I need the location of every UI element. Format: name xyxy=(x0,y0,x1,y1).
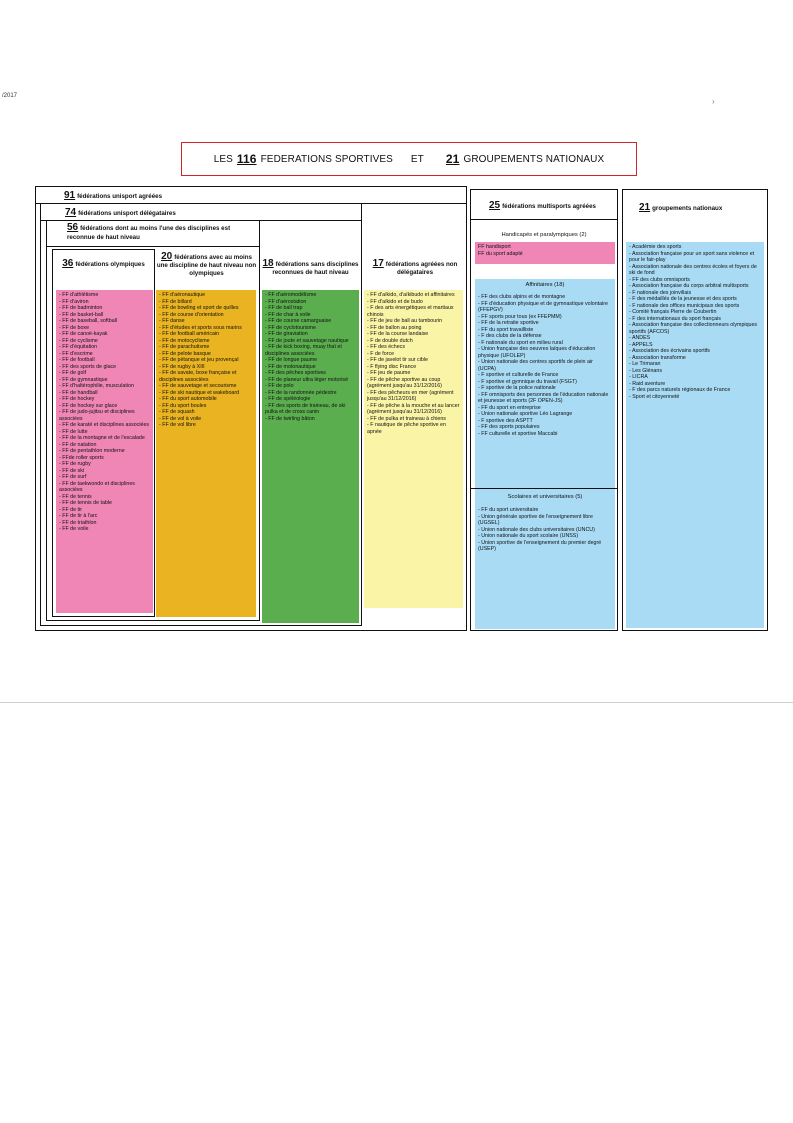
groupements-count: 21 xyxy=(639,202,651,213)
list-item: - FF d'études et sports sous marins xyxy=(159,324,242,331)
list-item: - ANDES xyxy=(629,335,651,341)
list-item: - FF de ski nautique et wakeboard xyxy=(159,389,240,396)
list-item: - FF d'aviron xyxy=(59,298,89,305)
olympic-list xyxy=(56,290,153,535)
list-item: - F de double dutch xyxy=(367,337,413,344)
list-item: - Raid aventure xyxy=(629,380,666,387)
list-item: - FF de pulka et traineau à chiens xyxy=(367,415,446,422)
non-delegated-count: 17 xyxy=(372,258,384,269)
list-item: - FF de football xyxy=(59,357,95,363)
list-item: - FF de la montagne et de l'escalade xyxy=(59,435,145,441)
list-item: - FF de sauvetage et secourisme xyxy=(159,383,237,389)
list-item: - FF des échecs xyxy=(367,344,405,350)
list-item: - FF de voile xyxy=(59,526,89,532)
list-item: - FF de planeur ultra léger motorisé xyxy=(265,376,349,383)
page-title xyxy=(181,142,637,176)
non-delegated-list xyxy=(364,290,463,437)
olympic-count: 36 xyxy=(62,258,74,269)
list-item: - FF de joute et sauvetage nautique xyxy=(265,337,349,344)
list-item: - FF danse xyxy=(159,318,185,324)
title-connector: ET xyxy=(410,153,424,165)
list-item: - Union nationale sportive Léo Lagrange xyxy=(478,411,573,417)
title-count-groupements: 21 xyxy=(445,152,460,166)
level-high xyxy=(47,221,259,247)
no-high-level-header xyxy=(259,260,362,277)
list-item: - FF de badminton xyxy=(59,305,103,311)
list-item: - FF de longue paume xyxy=(265,357,318,363)
title-prefix: LES xyxy=(213,153,233,165)
list-item: - FF de tennis de table xyxy=(59,500,112,506)
list-item: - F nautique de pêche sportive en apnée xyxy=(367,422,446,435)
non-delegated-column xyxy=(364,290,463,608)
list-item: - FF de ball trap xyxy=(265,305,303,311)
non-olympic-column xyxy=(156,290,256,617)
non-delegated-header xyxy=(364,260,466,277)
list-item: - Association transforme xyxy=(629,354,686,361)
list-item: - Les Glénans xyxy=(629,367,662,374)
list-item: - Association nationale des centres écoles et foyers de ski de fond xyxy=(629,263,757,276)
list-item: - Association française du corps arbitral multisports xyxy=(629,283,749,289)
no-high-level-count: 18 xyxy=(262,258,274,269)
list-item: - FF d'escrime xyxy=(59,350,93,357)
list-item: - FF de gymnastique xyxy=(59,376,108,383)
list-item: - FF d'haltérophilie, musculation xyxy=(59,383,134,389)
list-item: - FF d'équitation xyxy=(59,344,98,350)
list-item: - FF de giraviation xyxy=(265,331,308,337)
list-item: - Comité français Pierre de Coubertin xyxy=(629,309,717,315)
list-item: - Union nationale du sport scolaire (UNSS) xyxy=(478,533,579,539)
level-agreed-count: 91 xyxy=(64,190,76,201)
list-item: - FF de javelot tir sur cible xyxy=(367,357,428,363)
list-item: - FF de la retraite sportive xyxy=(478,320,539,326)
list-item: - F des arts énergétiques et martiaux chinois xyxy=(367,305,454,318)
list-item: - FF de parachutisme xyxy=(159,344,210,350)
list-item: - F flying disc France xyxy=(367,363,417,370)
list-item: - FF de polo xyxy=(265,383,294,389)
list-item: - FF de la randonnée pédestre xyxy=(265,389,337,396)
list-item: - F des parcs naturels régionaux de France xyxy=(629,387,731,393)
list-item: - FF d'aïkido, d'aïkibudo et affinitaires xyxy=(367,292,455,298)
list-item: - FF de twirling bâton xyxy=(265,415,315,422)
list-item: - Union nationale des clubs universitaires (UNCU) xyxy=(478,526,595,533)
list-item: - Association française pour un sport sans violence et pour le fair-play xyxy=(629,250,755,263)
list-item: - Union sportive de l'enseignement du premier degré (USEP) xyxy=(478,539,602,552)
date-fragment: /2017 xyxy=(2,93,18,99)
list-item: FF du sport adapté xyxy=(478,250,523,257)
list-item: - FF de handball xyxy=(59,389,98,396)
list-item: - FF du sport universitaire xyxy=(478,507,539,513)
list-item: - FF de billard xyxy=(159,298,192,305)
level-delegated-count: 74 xyxy=(65,207,77,218)
list-item: - FF de lutte xyxy=(59,428,88,435)
list-item: - FF de course camarguaise xyxy=(265,318,332,324)
no-high-level-list xyxy=(262,290,359,424)
list-item: - FF du sport automobile xyxy=(159,396,217,402)
list-item: - FF de golf xyxy=(59,370,87,376)
list-item: - FF de taekwondo et disciplines associées xyxy=(59,480,135,493)
list-item: - FF de kick boxing, muay thaï et disciplines associées xyxy=(265,344,342,357)
multisport-divider xyxy=(471,488,617,489)
list-item: - APPELS xyxy=(629,341,653,348)
level-delegated-text: fédérations unisport délégataires xyxy=(78,210,176,217)
list-item: - FF de hockey xyxy=(59,396,95,402)
list-item: - Sport et citoyenneté xyxy=(629,393,680,400)
list-item: - FF de vol libre xyxy=(159,422,196,428)
non-olympic-list xyxy=(156,290,256,431)
affinity-list xyxy=(475,292,615,439)
list-item: - FF de tir à l'arc xyxy=(59,513,98,519)
list-item: - FF de char à voile xyxy=(265,311,311,318)
list-item: - FF de pétanque et jeu provençal xyxy=(159,357,239,363)
list-item: - FF du sport boules xyxy=(159,402,207,409)
list-item: - FF de karaté et disciplines associées xyxy=(59,422,150,428)
affinity-title: Affinitaires (18) xyxy=(525,282,565,288)
level-high-text: fédérations dont au moins l'une des disciplines est reconnue de haut niveau xyxy=(67,225,231,241)
list-item: - FF des clubs alpins et de montagne xyxy=(478,294,566,300)
non-olympic-count: 20 xyxy=(161,251,173,262)
list-item: - FF de baseball, softball xyxy=(59,318,117,324)
list-item: - FF des sports de glace xyxy=(59,363,117,370)
olympic-column xyxy=(56,290,153,613)
list-item: - FF de triathlon xyxy=(59,519,97,526)
list-item: - FF de vol à voile xyxy=(159,415,202,422)
olympic-header xyxy=(53,260,154,269)
list-item: - FF de pêche sportive au coup (agrément jusqu'au 31/12/2016) xyxy=(367,376,442,389)
handicap-title: Handicapés et paralympiques (2) xyxy=(501,232,587,238)
list-item: - Union générale sportive de l'enseignement libre (UGSEL) xyxy=(478,513,593,526)
list-item: - F nationale du sport en milieu rural xyxy=(478,339,563,346)
list-item: - FF de pêche à la mouche et au lancer (agrément jusqu'au 31/12/2016) xyxy=(367,402,460,415)
list-item: - FF de rugby à XIII xyxy=(159,363,205,370)
title-suffix: GROUPEMENTS NATIONAUX xyxy=(463,153,605,165)
list-item: - FF d'aéronautique xyxy=(159,292,206,298)
page-edge-line xyxy=(0,702,793,703)
list-item: - FF de judo-jujitsu et disciplines associées xyxy=(59,409,135,422)
list-item: - FF d'aïkido et de budo xyxy=(367,298,423,305)
list-item: - FFde roller sports xyxy=(59,454,104,461)
list-item: - FF d'athlétisme xyxy=(59,292,99,298)
list-item: - FF de natation xyxy=(59,441,97,448)
level-agreed xyxy=(36,187,466,204)
list-item: - FF du sport travailliste xyxy=(478,326,534,333)
list-item: - Union française des oeuvres laïques d'éducation physique (UFOLEP) xyxy=(478,346,596,359)
scan-mark: › xyxy=(712,97,715,106)
list-item: - FF de rugby xyxy=(59,461,91,467)
list-item: FF handisport xyxy=(478,244,511,250)
level-high-count: 56 xyxy=(67,222,79,233)
non-delegated-title: fédérations agréées non délégataires xyxy=(385,261,458,276)
title-count-federations: 116 xyxy=(236,152,257,166)
no-high-level-column xyxy=(262,290,359,623)
list-item: - FF de spéléologie xyxy=(265,396,311,402)
groupements-title: groupements nationaux xyxy=(652,205,723,212)
no-high-level-title: fédérations sans disciplines reconnues de haut niveau xyxy=(272,261,359,276)
list-item: - FF de course d'orientation xyxy=(159,311,224,318)
groupements-list xyxy=(626,242,764,402)
list-item: - F sportive des ASPTT xyxy=(478,417,533,424)
list-item: - F nationale des offices municipaux des sports xyxy=(629,302,740,309)
school-title: Scolaires et universitaires (5) xyxy=(507,494,583,500)
affinity-box xyxy=(475,292,615,439)
list-item: - F de force xyxy=(367,350,395,357)
list-item: - FF d'aérostation xyxy=(265,298,307,305)
list-item: - Le Trimaran xyxy=(629,361,661,367)
list-item: - FF de basket-ball xyxy=(59,311,104,318)
list-item: - Académie des sports xyxy=(629,244,682,250)
list-item: - FF des sports de traineau, de ski pulka et de cross canin xyxy=(265,402,346,415)
olympic-title: fédérations olympiques xyxy=(75,261,145,268)
list-item: - FF d'aéromodélisme xyxy=(265,292,317,298)
school-box xyxy=(475,505,615,555)
list-item: - FF de squash xyxy=(159,409,195,415)
list-item: - FF de motonautique xyxy=(265,363,316,370)
list-item: - FF de surf xyxy=(59,474,87,480)
list-item: - FF des pêches sportives xyxy=(265,370,326,376)
list-item: - FF jeu de paume xyxy=(367,370,411,376)
list-item: - F sportive et gymnique du travail (FSGT) xyxy=(478,378,577,385)
school-list xyxy=(475,505,615,555)
list-item: - FF de ski xyxy=(59,467,85,474)
level-delegated xyxy=(41,204,361,221)
list-item: - FF de canoë-kayak xyxy=(59,331,108,337)
list-item: - FF d'éducation physique et de gymnastique volontaire (FFEPGV) xyxy=(478,300,608,313)
list-item: - FF de jeu de ball au tambourin xyxy=(367,318,443,324)
handicap-list xyxy=(475,242,615,259)
list-item: - Association française des collectionneurs olympiques sportifs (AFCOS) xyxy=(629,322,758,335)
groupements-column xyxy=(626,242,764,628)
list-item: - FF du sport en entreprise xyxy=(478,404,541,411)
list-item: - Association des écrivains sportifs xyxy=(629,348,710,354)
list-item: - FF de tir xyxy=(59,506,82,513)
list-item: - F sportive de la police nationale xyxy=(478,385,556,391)
list-item: - FF de tennis xyxy=(59,493,92,500)
list-item: - FF de hockey sur glace xyxy=(59,402,118,409)
list-item: - F des médaillés de la jeunesse et des sports xyxy=(629,296,737,302)
list-item: - FF de pentathlon moderne xyxy=(59,448,125,454)
list-item: - FF de football américain xyxy=(159,331,220,337)
groupements-header xyxy=(623,190,767,240)
list-item: - LICRA xyxy=(629,374,648,380)
list-item: - FF des sports populaires xyxy=(478,424,540,430)
list-item: - F des clubs de la défense xyxy=(478,333,542,339)
list-item: - FF des pêcheurs en mer (agrément jusqu'au 31/12/2016) xyxy=(367,389,454,402)
list-item: - F des internationaux du sport français xyxy=(629,315,721,322)
list-item: - FF de ballon au poing xyxy=(367,324,422,331)
list-item: - FF de pelote basque xyxy=(159,350,211,357)
list-item: - FF omnisports des personnes de l'éducation nationale et jeunesse et sports (2F OPEN-JS) xyxy=(478,391,609,404)
title-middle: FEDERATIONS SPORTIVES xyxy=(260,153,393,165)
list-item: - FF sports pour tous (ex FFEPMM) xyxy=(478,313,562,320)
multisport-header xyxy=(471,190,617,220)
multisport-count: 25 xyxy=(489,200,501,211)
list-item: - FF de motocyclisme xyxy=(159,337,210,344)
list-item: - FF de la course landaise xyxy=(367,331,429,337)
list-item: - FF de bowling et sport de quilles xyxy=(159,305,239,311)
list-item: - FF des clubs omnisports xyxy=(629,276,690,283)
list-item: - FF de savate, boxe française et disciplines associées xyxy=(159,370,237,383)
list-item: - FF de cyclotourisme xyxy=(265,324,316,331)
non-olympic-title: fédérations avec au moins une discipline de haut niveau non olympiques xyxy=(156,254,257,277)
list-item: - Union nationale des centres sportifs de plein air (UCPA) xyxy=(478,359,593,372)
list-item: - FF culturelle et sportive Maccabi xyxy=(478,430,558,437)
list-item: - FF de boxe xyxy=(59,324,90,331)
list-item: - F sportive et culturelle de France xyxy=(478,372,559,378)
list-item: - FF de cyclisme xyxy=(59,337,98,344)
multisport-title: fédérations multisports agréées xyxy=(502,203,596,210)
handicap-box xyxy=(475,242,615,264)
level-agreed-text: fédérations unisport agréées xyxy=(77,193,163,200)
non-olympic-header xyxy=(155,253,258,278)
list-item: - F nationale des joinvillais xyxy=(629,289,692,296)
